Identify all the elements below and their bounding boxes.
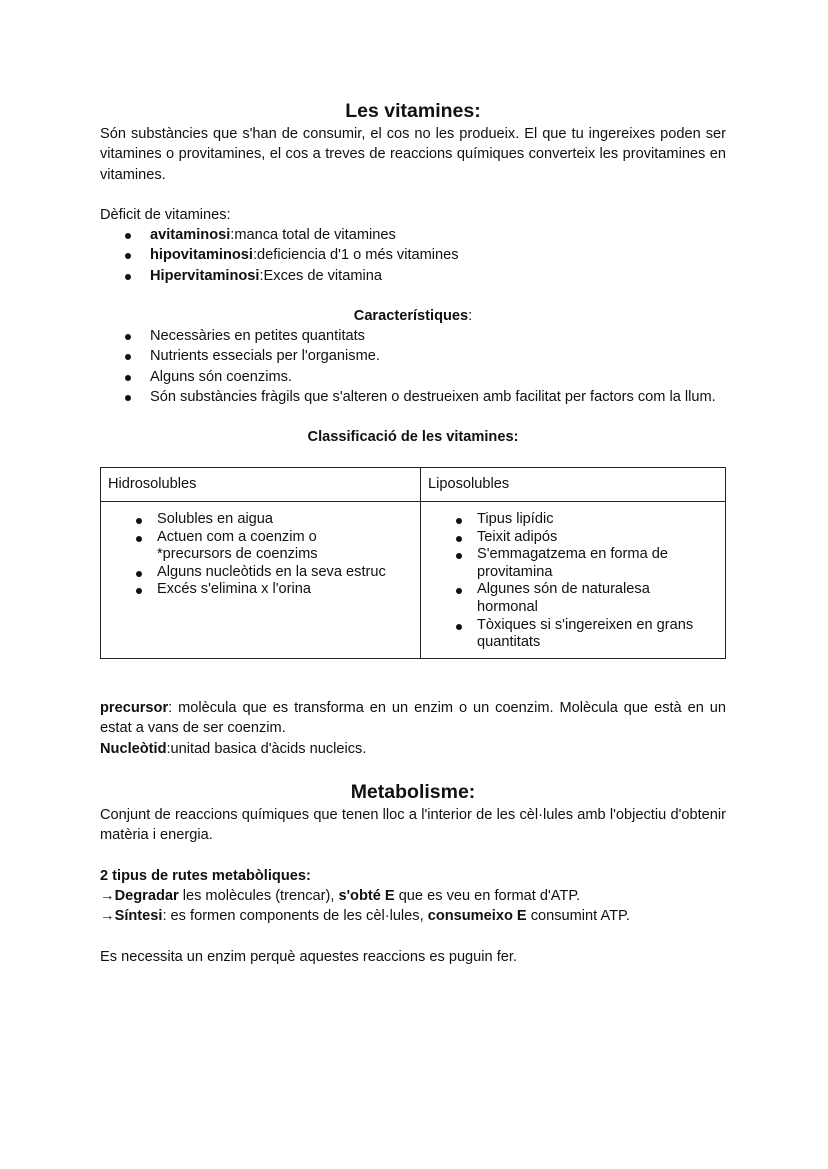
deficit-item-hipovitaminosi [100,245,726,265]
text: consumint ATP. [526,908,630,924]
term: Síntesi [114,908,163,924]
term: Hipervitaminosi [150,267,260,284]
term: hipovitaminosi [150,247,253,264]
caracteristica-item: Alguns són coenzims. [100,367,726,387]
classificacio-table [100,467,726,659]
emphasis: consumeixo E [427,908,527,924]
term: precursor [100,700,169,716]
text: les molècules (trencar), [178,888,339,904]
emphasis: s'obté E [338,888,395,904]
definition: :manca total de vitamines [230,227,396,243]
header-liposolubles: Liposolubles [421,468,726,502]
classificacio-title [100,427,726,447]
rutes-title [100,866,726,886]
deficit-label: Dèficit de vitamines: [100,207,231,223]
vitamines-intro: Són substàncies que s'han de consumir, el cos no les produeix. El que tu ingereixes poden ser vitamines o provitamines, el cos a treves de reaccions químiques converteix les provitamines en vitamines. [100,126,726,183]
text: : es formen components de les cèl·lules, [162,908,428,924]
ruta-sintesi [100,906,726,926]
caracteristica-item: Nutrients essecials per l'organisme. [100,346,726,366]
list-item: Teixit adipós [421,529,705,547]
liposolubles-list [421,502,725,652]
arrow-right-icon: → [100,888,115,904]
list-item: Tòxiques si s'ingereixen en grans quantitats [421,617,705,652]
ruta-degradar [100,886,726,906]
list-item: Algunes són de naturalesa hormonal [421,581,705,616]
definition: :Exces de vitamina [259,267,382,284]
table-body-row [101,502,726,659]
deficit-item-avitaminosi [100,225,726,245]
list-item: Alguns nucleòtids en la seva estruc [101,564,420,582]
table-header-row [101,468,726,502]
metabolisme-title: Metabolisme: [350,781,476,803]
definition: :deficiencia d'1 o més vitamines [252,247,459,264]
definition: : molècula que es transforma en un enzim o un coenzim. Molècula que està en un estat a vans de ser coenzim. [100,700,726,737]
arrow-right-icon: → [100,908,115,924]
term: Nucleòtid [100,741,167,757]
precursor-definition [100,698,726,739]
list-item: Tipus lipídic [421,511,705,529]
caracteristica-item: Són substàncies fràgils que s'alteren o destrueixen amb facilitat per factors com la llum. [100,387,726,407]
term: avitaminosi [150,227,231,243]
enzim-note: Es necessita un enzim perquè aquestes reaccions es puguin fer. [100,949,517,965]
cell-liposolubles [421,502,726,659]
metabolisme-intro: Conjunt de reaccions químiques que tenen lloc a l'interior de les cèl·lules amb l'objectiu d'obtenir matèria i energia. [100,807,726,844]
deficit-list [100,225,726,286]
hidrosolubles-list [101,502,420,599]
cell-hidrosolubles [101,502,421,659]
caracteristiques-list [100,326,726,408]
definition: :unitad basica d'àcids nucleics. [166,741,367,757]
deficit-item-hipervitaminosi [100,266,726,286]
list-item: S'emmagatzema en forma de provitamina [421,546,705,581]
colon: : [468,308,473,324]
term: Degradar [114,888,179,904]
classificacio-title-text: Classificació de les vitamines: [307,429,519,445]
nucleotid-definition [100,739,726,759]
caracteristica-item: Necessàries en petites quantitats [100,326,726,346]
list-item: Actuen com a coenzim o *precursors de coenzims [101,529,420,564]
list-item: Excés s'elimina x l'orina [101,581,420,599]
rutes-title-text: 2 tipus de rutes metabòliques: [100,868,311,884]
list-item: Solubles en aigua [101,511,420,529]
caracteristiques-heading [100,306,726,326]
text: que es veu en format d'ATP. [394,888,581,904]
caracteristiques-title: Característiques [353,308,469,324]
header-hidrosolubles: Hidrosolubles [101,468,421,502]
vitamines-title: Les vitamines: [345,100,481,122]
